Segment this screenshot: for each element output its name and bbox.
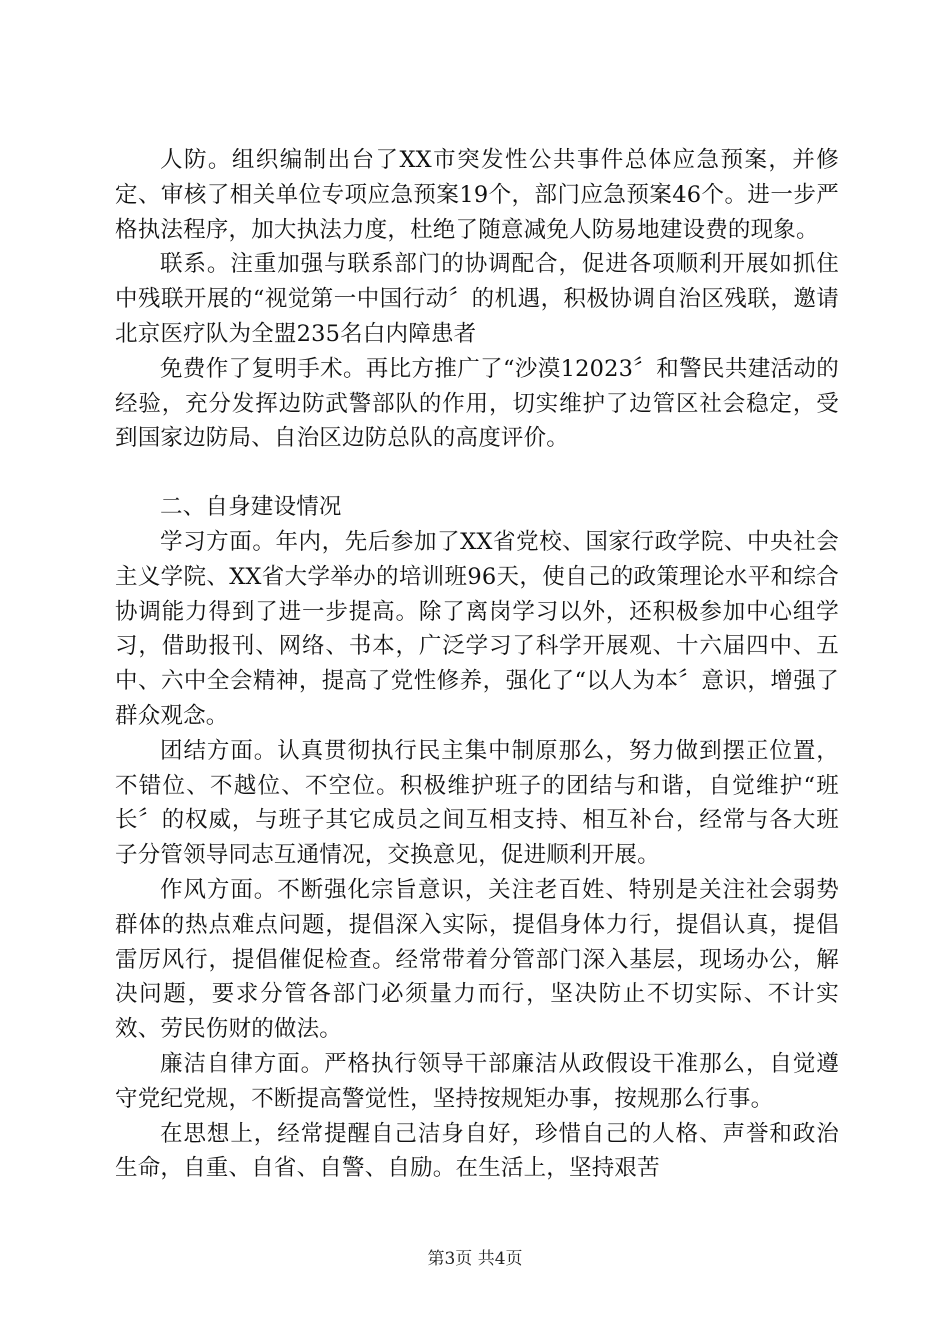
page-number-footer: 第3页 共4页 xyxy=(427,1249,523,1269)
paragraph-liaison: 联系。注重加强与联系部门的协调配合，促进各项顺利开展如抓住中残联开展的“视觉第一中国行动〞的机遇，积极协调自治区残联，邀请北京医疗队为全盟235名白内障患者 xyxy=(115,251,839,347)
section-heading-self-building: 二、自身建设情况 xyxy=(160,494,342,521)
paragraph-unity: 团结方面。认真贯彻执行民主集中制原那么，努力做到摆正位置，不错位、不越位、不空位。积极维护班子的团结与和谐，自觉维护“班长〞的权威，与班子其它成员之间互相支持、相互补台，经常与各大班子分管领导同志互通情况，交换意见，促进顺利开展。 xyxy=(115,737,839,869)
paragraph-civil-defense: 人防。组织编制出台了XX市突发性公共事件总体应急预案，并修定、审核了相关单位专项应急预案19个，部门应急预案46个。进一步严格执法程序，加大执法力度，杜绝了随意减免人防易地建设费的现象。 xyxy=(115,147,839,243)
paragraph-integrity: 廉洁自律方面。严格执行领导干部廉洁从政假设干准那么，自觉遵守党纪党规，不断提高警觉性，坚持按规矩办事，按规那么行事。 xyxy=(115,1050,839,1112)
paragraph-study: 学习方面。年内，先后参加了XX省党校、国家行政学院、中央社会主义学院、XX省大学举办的培训班96天，使自己的政策理论水平和综合协调能力得到了进一步提高。除了离岗学习以外，还积极参加中心组学习，借助报刊、网络、书本，广泛学习了科学开展观、十六届四中、五中、六中全会精神，提高了党性修养，强化了“以人为本〞意识，增强了群众观念。 xyxy=(115,528,839,729)
paragraph-liaison-continued: 免费作了复明手术。再比方推广了“沙漠12023〞和警民共建活动的经验，充分发挥边防武警部队的作用，切实维护了边管区社会稳定，受到国家边防局、自治区边防总队的高度评价。 xyxy=(115,355,839,452)
paragraph-work-style: 作风方面。不断强化宗旨意识，关注老百姓、特别是关注社会弱势群体的热点难点问题，提倡深入实际，提倡身体力行，提倡认真，提倡雷厉风行，提倡催促检查。经常带着分管部门深入基层，现场办公，解决问题，要求分管各部门必须量力而行，坚决防止不切实际、不计实效、劳民伤财的做法。 xyxy=(115,876,839,1043)
paragraph-thinking: 在思想上，经常提醒自己洁身自好，珍惜自己的人格、声誉和政治生命，自重、自省、自警、自励。在生活上，坚持艰苦 xyxy=(115,1120,839,1182)
document-body xyxy=(115,143,839,1186)
